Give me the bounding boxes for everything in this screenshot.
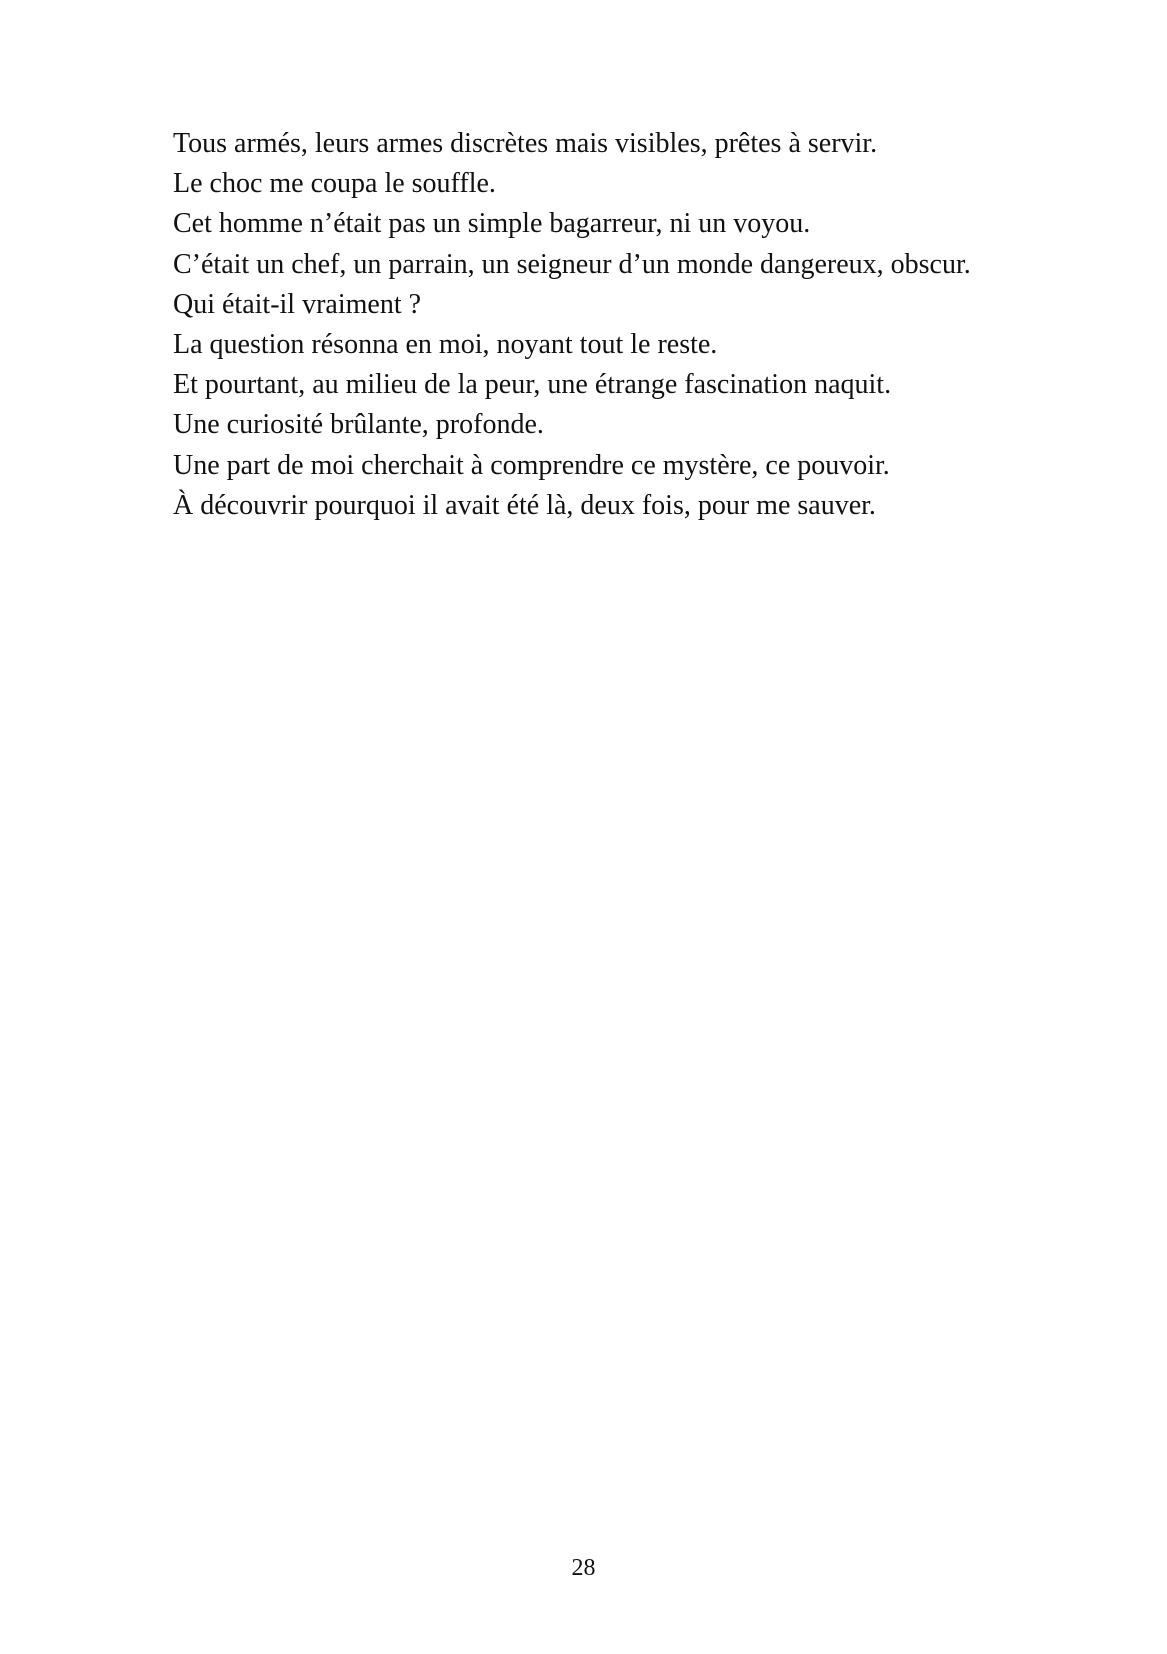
text-line: Cet homme n’était pas un simple bagarreur, ni un voyou.	[173, 208, 811, 240]
text-line: Une curiosité brûlante, profonde.	[173, 409, 544, 441]
text-line: Et pourtant, au milieu de la peur, une étrange fascination naquit.	[173, 369, 892, 401]
text-line: Le choc me coupa le souffle.	[173, 168, 496, 200]
text-line: C’était un chef, un parrain, un seigneur d’un monde dangereux, obscur.	[173, 248, 971, 280]
body-text	[173, 124, 1073, 526]
text-line: Qui était-il vraiment ?	[173, 288, 422, 320]
text-line: À découvrir pourquoi il avait été là, deux fois, pour me sauver.	[173, 489, 876, 521]
text-line: Une part de moi cherchait à comprendre ce mystère, ce pouvoir.	[173, 449, 890, 481]
text-line: La question résonna en moi, noyant tout le reste.	[173, 329, 718, 361]
text-line: Tous armés, leurs armes discrètes mais visibles, prêtes à servir.	[173, 128, 878, 159]
page-number: 28	[571, 1555, 596, 1581]
